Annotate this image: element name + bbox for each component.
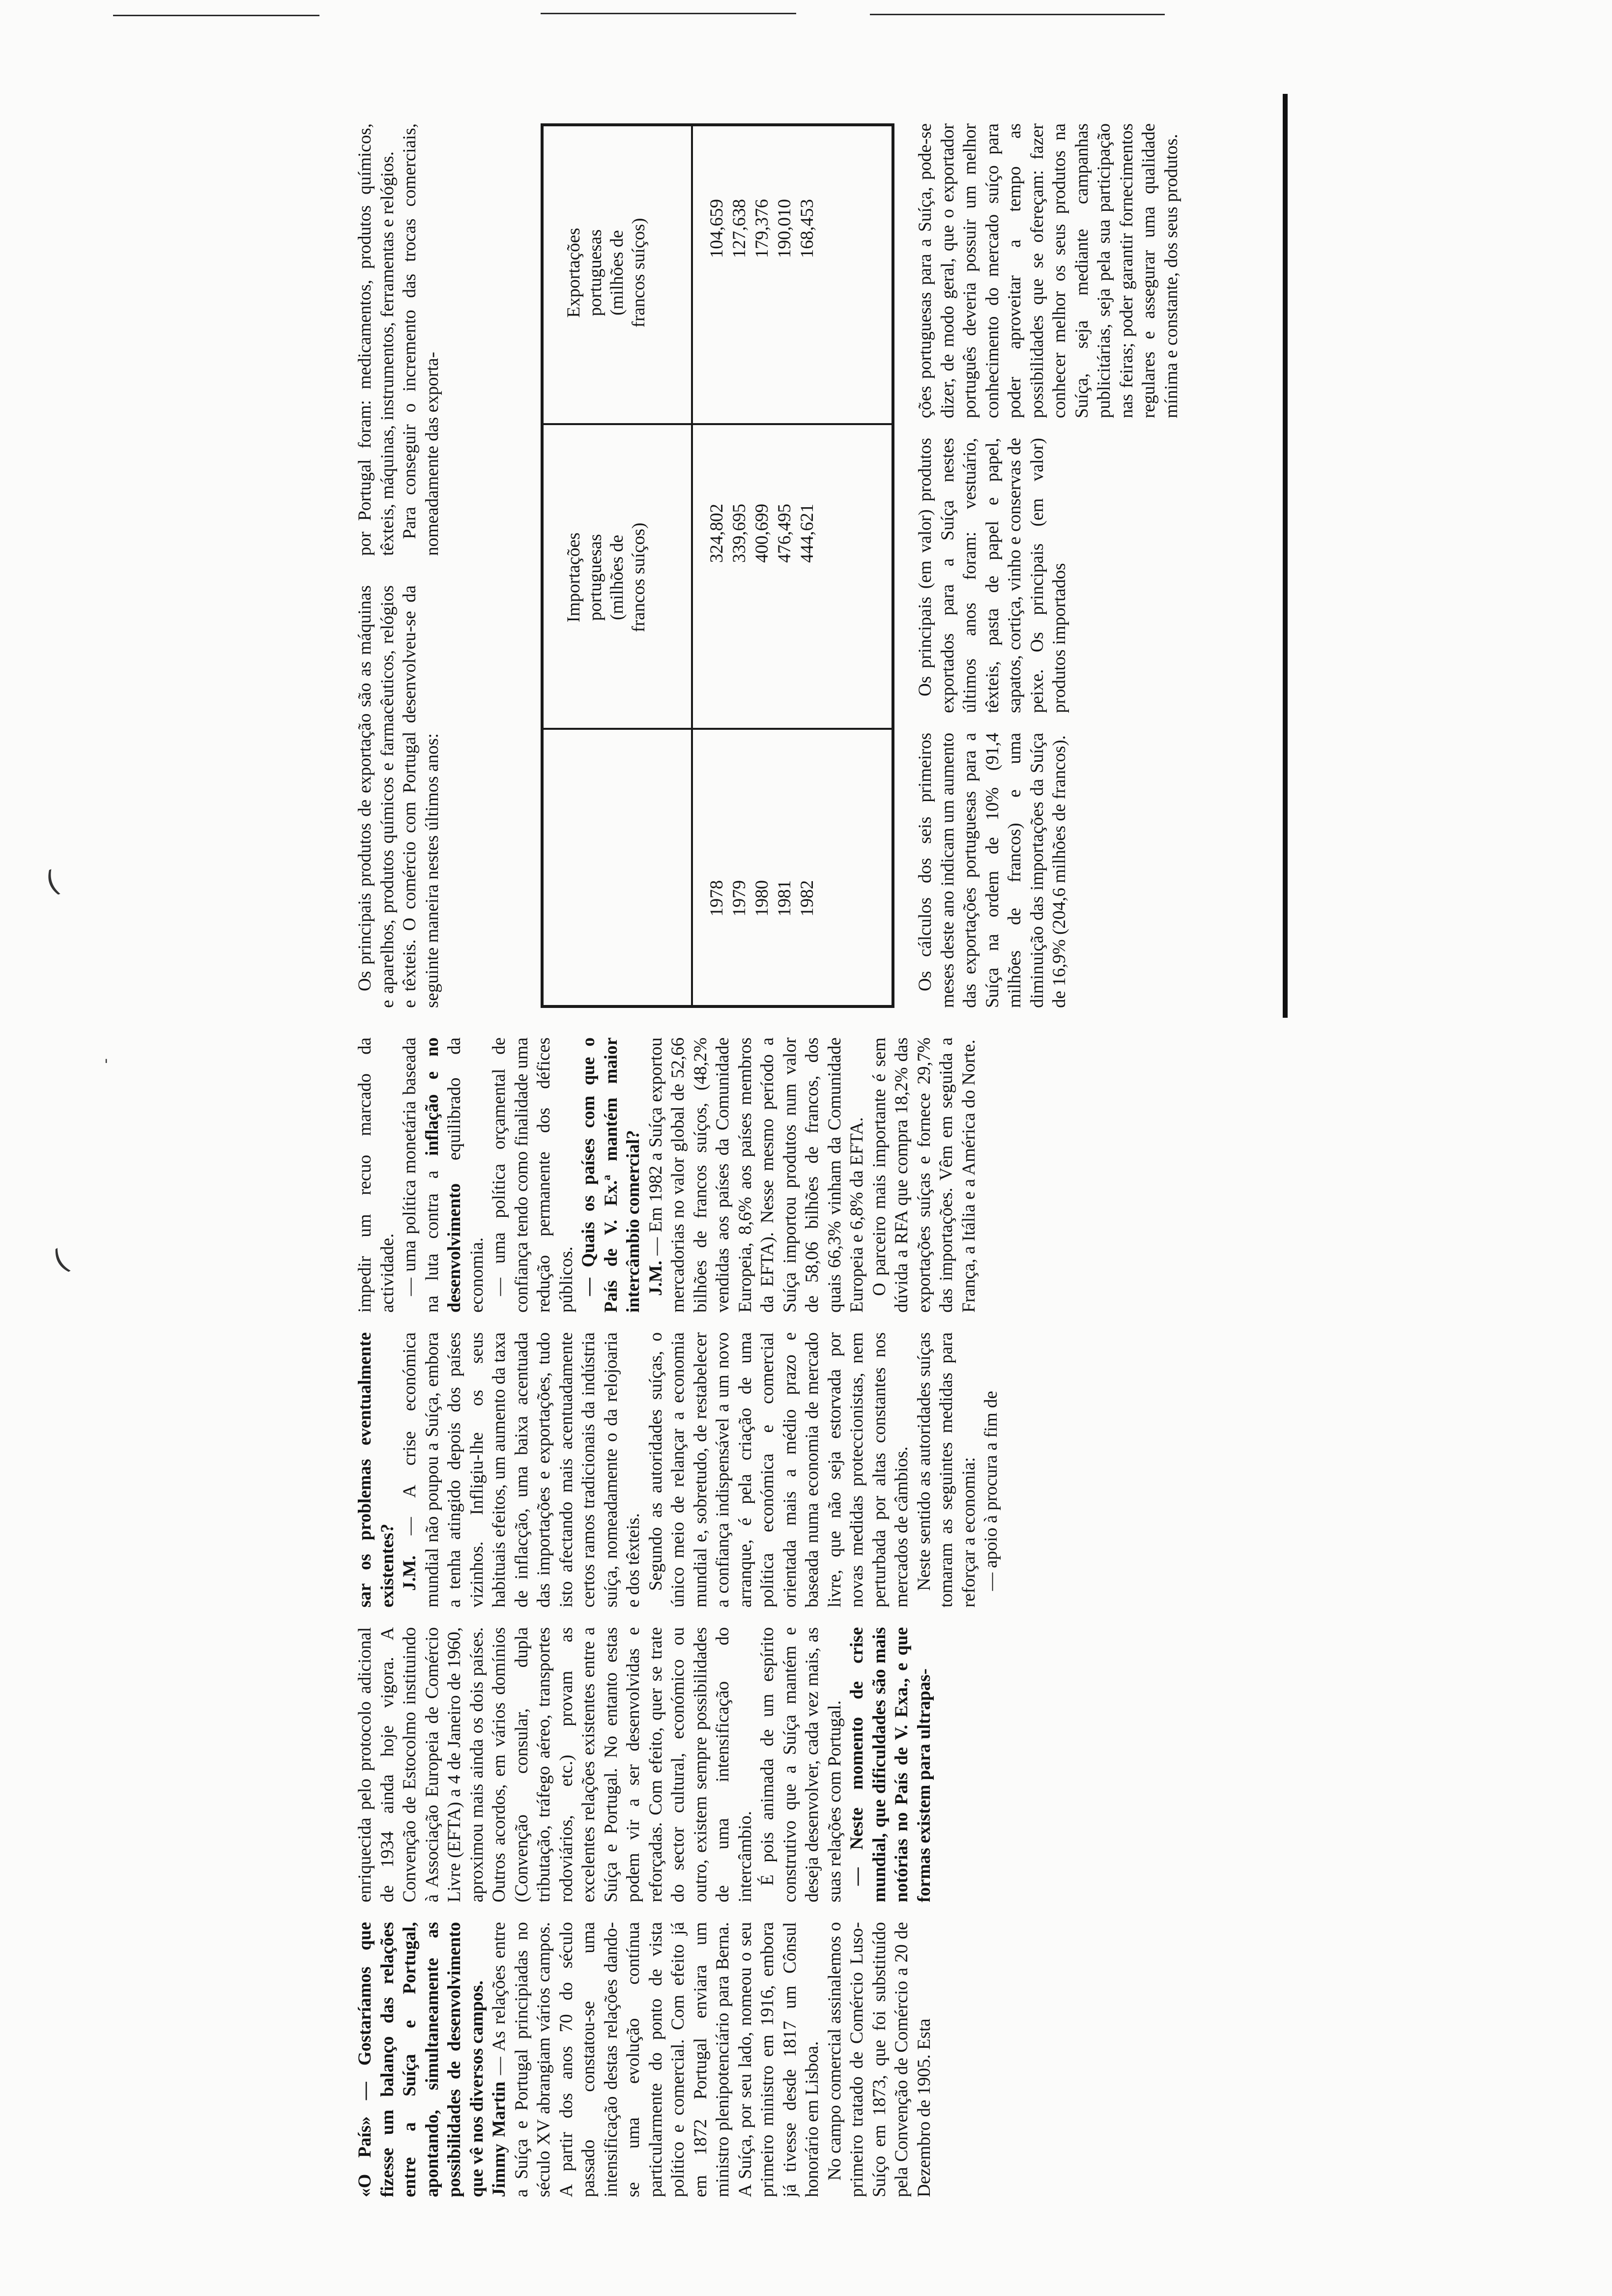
column-1: [354, 1922, 1278, 2197]
answer-2-paragraph-3: Neste sentido as autoridades suíças tomaram as seguintes medidas para reforçar a economia:: [914, 1332, 979, 1607]
column-4-paragraph-2b: equilibrado da economia.: [444, 1037, 487, 1313]
interview-question-2-end: sar os problemas eventualmente existentes?: [355, 1332, 398, 1607]
exporter-advice-paragraph: ções portuguesas para a Suíça, pode-se dizer, de modo geral, que o exportador português deveria possuir um melhor conhecimento do mercado suíço para poder aproveitar a tempo as possibilidades que se ofereçam: fazer conhecer melhor os seus produtos na Suíça, seja mediante campanhas publicitárias, seja pela sua participação nas feiras; poder garantir fornecimentos regulares e assegurar uma qualidade mínima e constante, dos seus produtos.: [915, 123, 1181, 418]
stray-mark-3: ': [104, 1057, 109, 1074]
newspaper-article: [334, 79, 1278, 2217]
header-exports-line-4: francos suíços): [629, 218, 649, 328]
answer-label-3: J.M.: [645, 1261, 666, 1296]
right-top-text-b: [354, 123, 531, 556]
export-products-paragraph: Os principais produtos de exportação são as máquinas e aparelhos, produtos químicos e farmacêuticos, relógios e têxteis. O comércio com Portugal desenvolveu-se da seguinte maneira nestes últimos anos:: [355, 585, 442, 1008]
column-2-paragraph-2: É pois animada de um espírito construtivo que a Suíça mantém e deseja desenvolver, cada vez mais, as suas relações com Portugal.: [757, 1627, 845, 1902]
right-bottom-col-1: [914, 733, 1278, 1008]
row-year: 1980: [752, 880, 772, 917]
header-imports-line-1: Importações: [564, 532, 584, 623]
interview-question-2: — Neste momento de crise mundial, que dificuldades são mais notórias no País de V. Exa., e que formas existem para ultrapas-: [847, 1627, 934, 1902]
row-imports: 339,695: [729, 504, 749, 563]
column-3: [354, 1332, 1278, 1607]
header-exports-line-2: portuguesas: [585, 229, 605, 316]
row-imports: 400,699: [752, 504, 772, 563]
column-4: [354, 1037, 1278, 1313]
right-bottom-col-3: [914, 123, 1278, 418]
answer-2-paragraph-2: Segundo as autoridades suíças, o único meio de relançar a economia mundial e, sobretudo, de restabelecer a confiança indispensável a um novo arranque, é pela criação de uma política económica e comercial orientada mais a médio prazo e baseada numa economia de mercado livre, que não seja estorvada por novas medidas proteccionistas, nem perturbada por altas constantes nos mercados de câmbios.: [645, 1332, 912, 1607]
header-exports: [563, 130, 650, 415]
header-imports-line-4: francos suíços): [629, 522, 649, 632]
increment-paragraph: Para conseguir o incremento das trocas comerciais, nomeadamente das exporta-: [400, 123, 442, 556]
header-imports: [563, 435, 650, 720]
row-imports: 324,802: [707, 504, 727, 563]
right-bottom-col-2: [914, 438, 1278, 713]
answer-3-paragraph-2: O parceiro mais importante é sem dúvida a RFA que compra 18,2% das exportações suíças e fornece 29,7% das importações. Vêm em seguida a França, a Itália e a América do Norte.: [869, 1037, 979, 1313]
row-year: 1982: [797, 880, 817, 917]
row-year: 1979: [729, 880, 749, 917]
column-4-paragraph-1: impedir um recuo marcado da actividade.: [355, 1037, 398, 1313]
row-exports: 168,453: [797, 199, 817, 258]
imported-products-paragraph: por Portugal foram: medicamentos, produtos químicos, têxteis, máquinas, instrumentos, ferramentas e relógios.: [355, 123, 398, 556]
column-2-paragraph-1: enriquecida pelo protocolo adicional de 1934 ainda hoje vigora. A Convenção de Estocolmo instituindo à Associação Europeia de Comércio Livre (EFTA) a 4 de Janeiro de 1960, aproximou mais ainda os dois países. Outros acordos, em vários domínios (Convenção consular, dupla tributação, tráfego aéreo, transportes rodoviários, etc.) provam as excelentes relações existentes entre a Suíça e Portugal. No entanto estas podem vir a ser desenvolvidas e reforçadas. Com efeito, quer se trate do sector cultural, económico ou outro, existem sempre possibilidades de uma intensificação do intercâmbio.: [355, 1627, 755, 1902]
semester-figures-paragraph: Os cálculos dos seis primeiros meses deste ano indicam um aumento das exportações portuguesas para a Suíça na ordem de 10% (91,4 milhões de francos) e uma diminuição das importações da Suíça de 16,9% (204,6 milhões de francos).: [915, 733, 1069, 1008]
column-4-paragraph-2-bold: inflação e no desenvolvimento: [422, 1037, 464, 1313]
article-edge-rule: [1283, 94, 1288, 1018]
row-imports: 476,495: [775, 504, 795, 563]
scan-line-top-3: [870, 14, 1165, 15]
answer-2-paragraph-1: — A crise económica mundial não poupou a Suíça, embora a tenha atingido depois dos países vizinhos. Infligiu-lhe os seus habituais efeitos, um aumento da taxa de inflacção, uma baixa acentuada das importações e exportações, tudo isto afectando mais acentuadamente certos ramos tradicionais da indústria suíça, nomeadamente o da relojoaria e dos têxteis.: [400, 1332, 643, 1607]
header-exports-line-1: Exportações: [564, 228, 584, 318]
answer-label: J.M.: [400, 1555, 420, 1591]
row-exports: 190,010: [775, 199, 795, 258]
row-exports: 127,638: [729, 199, 749, 258]
column-1-paragraph-2: No campo comercial assinalemos o primeiro tratado de Comércio Luso-Suíço em 1873, que foi substituído pela Convenção de Comércio a 20 de Dezembro de 1905. Esta: [824, 1922, 934, 2197]
stray-mark-1: (: [41, 864, 64, 900]
scan-line-top-2: [541, 13, 796, 14]
column-4-paragraph-2a: — uma política monetária baseada na luta contra a: [400, 1037, 442, 1313]
answer-3-paragraph-1: — Em 1982 a Suíça exportou mercadorias no valor global de 52,66 bilhões de francos suíços, (48,2% vendidas aos países da Comunidade Europeia, 8,6% aos países membros da EFTA). Nesse mesmo período a Suíça importou produtos num valor de 58,06 bilhões de francos, dos quais 66,3% vinham da Comunidade Europeia e 6,8% da EFTA.: [645, 1037, 867, 1313]
row-imports: 444,621: [797, 504, 817, 563]
answer-1-paragraph: — As relações entre a Suíça e Portugal principiadas no século XV abrangiam vários campos. A partir dos anos 70 do século passado constatou-se uma intensificação destas relações dando-se uma evolução contínua particularmente do ponto de vista político e comercial. Com efeito já em 1872 Portugal enviara um ministro plenipotenciário para Berna. A Suíça, por seu lado, nomeou o seu primeiro ministro em 1916, embora já tivesse desde 1817 um Cônsul honorário em Lisboa.: [489, 1922, 822, 2197]
column-2: [354, 1627, 1278, 1902]
header-exports-line-3: (milhões de: [607, 230, 627, 316]
interview-question-3: — Quais os países com que o País de V. Ex.ª mantém maior intercâmbio comercial?: [578, 1037, 643, 1313]
row-year: 1978: [707, 880, 727, 917]
trade-table: [541, 123, 894, 1008]
interviewee-name: Jimmy Martin: [489, 2081, 509, 2197]
main-exported-products-paragraph: Os principais (em valor) produtos exportados para a Suíça nestes últimos anos foram: vestuário, têxteis, pasta de papel e papel, sapatos, cortiça, vinho e conservas de peixe. Os principais (em valor) produtos importados: [915, 438, 1069, 713]
column-4-paragraph-3: — uma política orçamental de confiança tendo como finalidade uma redução permanente dos défices públicos.: [489, 1037, 576, 1313]
interview-question-1: «O País» — Gostaríamos que fizesse um balanço das relações entre a Suíça e Portugal, apontando, simultaneamente as possibilidades de desenvolvimento que vê nos diversos campos.: [355, 1922, 487, 2197]
answer-2-paragraph-4: — apoio à procura a fim de: [981, 1391, 1001, 1591]
stray-mark-2: (: [47, 1242, 75, 1279]
header-imports-line-3: (milhões de: [607, 535, 627, 620]
row-year: 1981: [775, 880, 795, 917]
row-exports: 179,376: [752, 199, 772, 258]
header-imports-line-2: portuguesas: [585, 534, 605, 621]
scan-line-top-1: [113, 15, 319, 16]
row-exports: 104,659: [707, 199, 727, 258]
right-top-text-a: [354, 585, 531, 1008]
